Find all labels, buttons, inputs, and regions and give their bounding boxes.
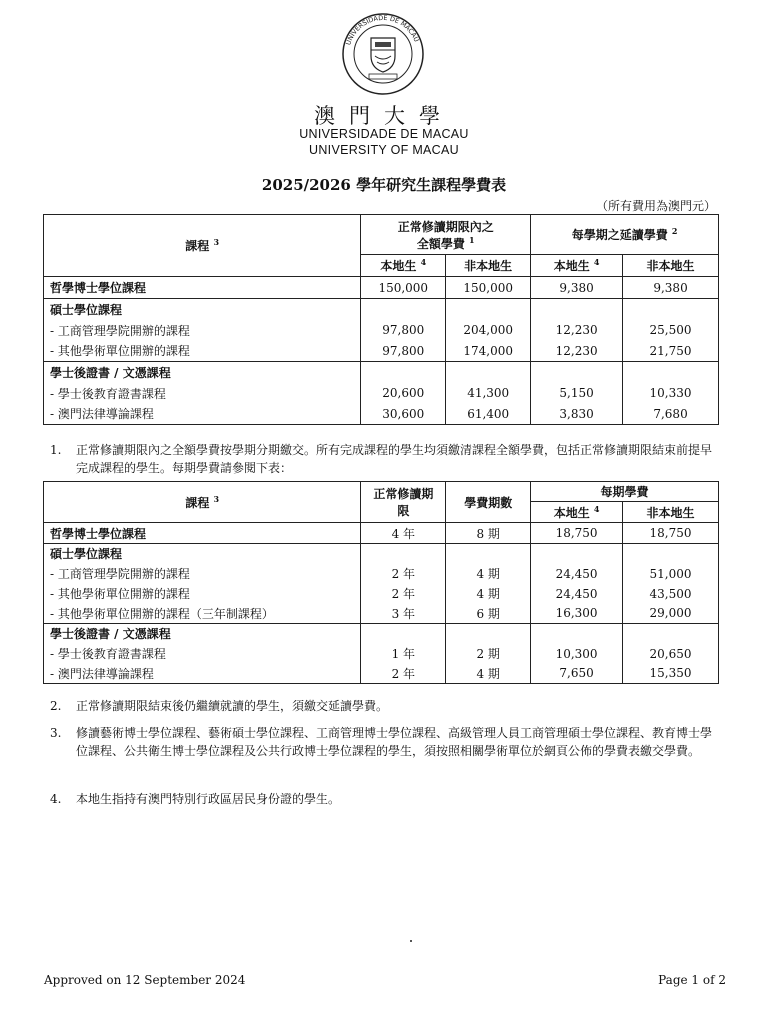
header-extension-fee: 每學期之延讀學費 $^2$ [531, 215, 719, 255]
header-course: 課程 $^3$ [44, 215, 361, 277]
footnote-1: 1. 正常修讀期限內之全額學費按學期分期繳交。所有完成課程的學生均須繳清課程全額學費，包括正常修讀期限結束前提早完成課程的學生。每期學費請參閱下表： [50, 443, 713, 475]
document-title: 2025/2026 學年研究生課程學費表 [261, 176, 507, 194]
table-row: - 其他學術單位開辦的課程 97,800 174,000 12,230 21,750 [44, 341, 719, 362]
table-row: 學士後證書 / 文憑課程 [44, 624, 719, 644]
table-row: - 澳門法律導論課程 30,600 61,400 3,830 7,680 [44, 404, 719, 425]
currency-note: （所有費用為澳門元） [595, 199, 716, 213]
table-row: - 其他學術單位開辦的課程（三年制課程） 3 年 6 期 16,300 29,000 [44, 604, 719, 624]
footnote-2: 2. 正常修讀期限結束後仍繼續就讀的學生，須繳交延讀學費。 [50, 699, 389, 713]
table-row: - 工商管理學院開辦的課程 97,800 204,000 12,230 25,500 [44, 320, 719, 341]
subheader-local: 本地生 $^4$ [531, 255, 623, 277]
tuition-fee-table [43, 214, 719, 425]
installment-fee-table [43, 481, 719, 684]
university-name-english: UNIVERSITY OF MACAU [309, 143, 459, 157]
header-per-term-fee: 每期學費 [531, 482, 719, 502]
footnote-4: 4. 本地生指持有澳門特別行政區居民身份證的學生。 [50, 792, 341, 806]
header-course: 課程 $^3$ [44, 482, 361, 523]
university-name-portuguese: UNIVERSIDADE DE MACAU [299, 127, 469, 141]
footnote-3: 3. 修讀藝術博士學位課程、藝術碩士學位課程、工商管理博士學位課程、高級管理人員工商管理碩士學位課程、教育博士學位課程、公共衛生博士學位課程及公共行政博士學位課程的學生，須按照相關學術單位於網頁公佈的學費表繳交學費。 [50, 726, 713, 758]
page-number: Page 1 of 2 [658, 973, 726, 987]
scan-speck [410, 940, 412, 942]
table-row: - 澳門法律導論課程 2 年 4 期 7,650 15,350 [44, 664, 719, 684]
header-full-fee: 正常修讀期限內之 全額學費 $^1$ [361, 215, 531, 255]
table-row: 學士後證書 / 文憑課程 [44, 362, 719, 383]
header-installments: 學費期數 [446, 482, 531, 523]
subheader-nonlocal: 非本地生 [623, 502, 719, 523]
table-row: - 其他學術單位開辦的課程 2 年 4 期 24,450 43,500 [44, 584, 719, 604]
subheader-nonlocal: 非本地生 [623, 255, 719, 277]
table-row: - 學士後教育證書課程 20,600 41,300 5,150 10,330 [44, 383, 719, 404]
subheader-local: 本地生 $^4$ [361, 255, 446, 277]
subheader-nonlocal: 非本地生 [446, 255, 531, 277]
svg-text:UNIVERSIDADE DE MACAU: UNIVERSIDADE DE MACAU [344, 13, 421, 47]
approval-date: Approved on 12 September 2024 [44, 973, 246, 987]
table-row: - 工商管理學院開辦的課程 2 年 4 期 24,450 51,000 [44, 564, 719, 584]
table-row: - 學士後教育證書課程 1 年 2 期 10,300 20,650 [44, 644, 719, 664]
university-seal-logo [341, 12, 425, 96]
university-name-chinese: 澳門大學 [314, 104, 454, 128]
table-row: 哲學博士學位課程 4 年 8 期 18,750 18,750 [44, 523, 719, 544]
table-row: 碩士學位課程 [44, 544, 719, 564]
table-row: 碩士學位課程 [44, 299, 719, 320]
subheader-local: 本地生 $^4$ [531, 502, 623, 523]
table-row: 哲學博士學位課程 150,000 150,000 9,380 9,380 [44, 277, 719, 299]
header-normal-period: 正常修讀期限 [361, 482, 446, 523]
